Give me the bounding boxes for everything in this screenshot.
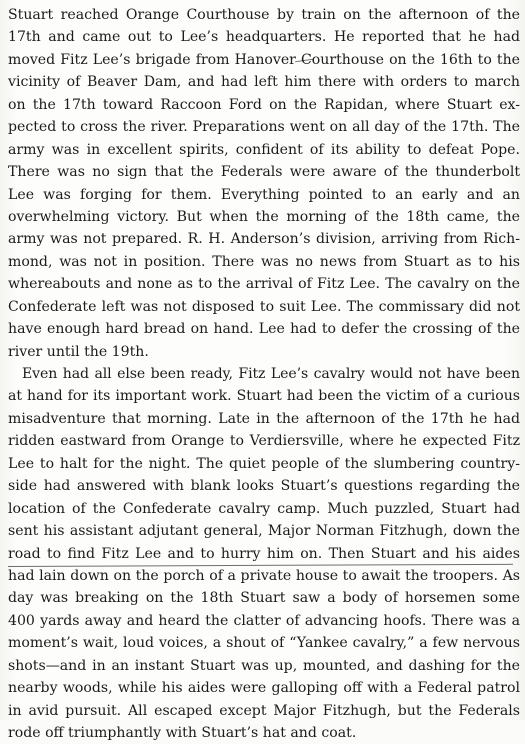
paragraph-1 bbox=[8, 4, 520, 363]
text-line: whereabouts and none as to the arrival of Fitz Lee. The cavalry on the bbox=[8, 276, 520, 293]
text-line: have enough hard bread on hand. Lee had to defer the crossing of the bbox=[8, 321, 520, 338]
text-line: 400 yards away and heard the clatter of advancing hoofs. There was a bbox=[8, 612, 520, 629]
text-line: in avid pursuit. All escaped except Major Fitzhugh, but the Federals bbox=[8, 702, 520, 719]
body-text bbox=[8, 4, 520, 744]
text-line: day was breaking on the 18th Stuart saw a body of horsemen some bbox=[8, 590, 520, 607]
text-line: at hand for its important work. Stuart had been the victim of a curious bbox=[8, 388, 520, 405]
text-line: sent his assistant adjutant general, Major Norman Fitzhugh, down the bbox=[8, 523, 520, 540]
text-line: shots—and in an instant Stuart was up, mounted, and dashing for the bbox=[8, 657, 520, 674]
text-line: army was not prepared. R. H. Anderson’s division, arriving from Rich- bbox=[8, 231, 520, 248]
text-line: location of the Confederate cavalry camp. Much puzzled, Stuart had bbox=[8, 500, 520, 517]
text-line: vicinity of Beaver Dam, and had left him there with orders to march bbox=[8, 74, 520, 91]
text-line: pected to cross the river. Preparations went on all day of the 17th. The bbox=[8, 119, 520, 136]
text-line: Even had all else been ready, Fitz Lee’s cavalry would not have been bbox=[22, 366, 520, 382]
text-line: Lee to halt for the night. The quiet people of the slumbering country- bbox=[8, 455, 520, 472]
text-line: on the 17th toward Raccoon Ford on the Rapidan, where Stuart ex- bbox=[8, 96, 520, 113]
text-line: had lain down on the porch of a private house to await the troopers. As bbox=[8, 567, 520, 584]
text-line: ridden eastward from Orange to Verdiersville, where he expected Fitz bbox=[8, 433, 520, 450]
text-line: rode off triumphantly with Stuart’s hat and coat. bbox=[8, 725, 357, 741]
paragraph-2 bbox=[8, 363, 520, 744]
text-line: army was in excellent spirits, confident of its ability to defeat Pope. bbox=[8, 141, 520, 158]
text-line: Stuart reached Orange Courthouse by train on the afternoon of the bbox=[8, 7, 520, 23]
text-line: side had answered with blank looks Stuart’s questions regarding the bbox=[8, 478, 520, 495]
text-line: moved Fitz Lee’s brigade from Hanover Courthouse on the 16th to the bbox=[8, 51, 520, 68]
text-line: river until the 19th. bbox=[8, 343, 149, 360]
text-line: misadventure that morning. Late in the afternoon of the 17th he had bbox=[8, 410, 520, 427]
text-line: 17th and came out to Lee’s headquarters. He reported that he had bbox=[8, 29, 520, 46]
text-line: road to find Fitz Lee and to hurry him on. Then Stuart and his aides bbox=[8, 545, 520, 562]
text-line: nearby woods, while his aides were galloping off with a Federal patrol bbox=[8, 680, 520, 697]
text-line: Lee was forging for them. Everything pointed to an early and an bbox=[8, 186, 520, 203]
text-line: Confederate left was not disposed to suit Lee. The commissary did not bbox=[8, 298, 520, 315]
text-line: overwhelming victory. But when the morning of the 18th came, the bbox=[8, 208, 520, 225]
text-line: mond, was not in position. There was no news from Stuart as to his bbox=[8, 253, 520, 270]
text-line: There was no sign that the Federals were aware of the thunderbolt bbox=[8, 164, 520, 181]
text-line: moment’s wait, loud voices, a shout of “Yankee cavalry,” a few nervous bbox=[8, 635, 520, 652]
